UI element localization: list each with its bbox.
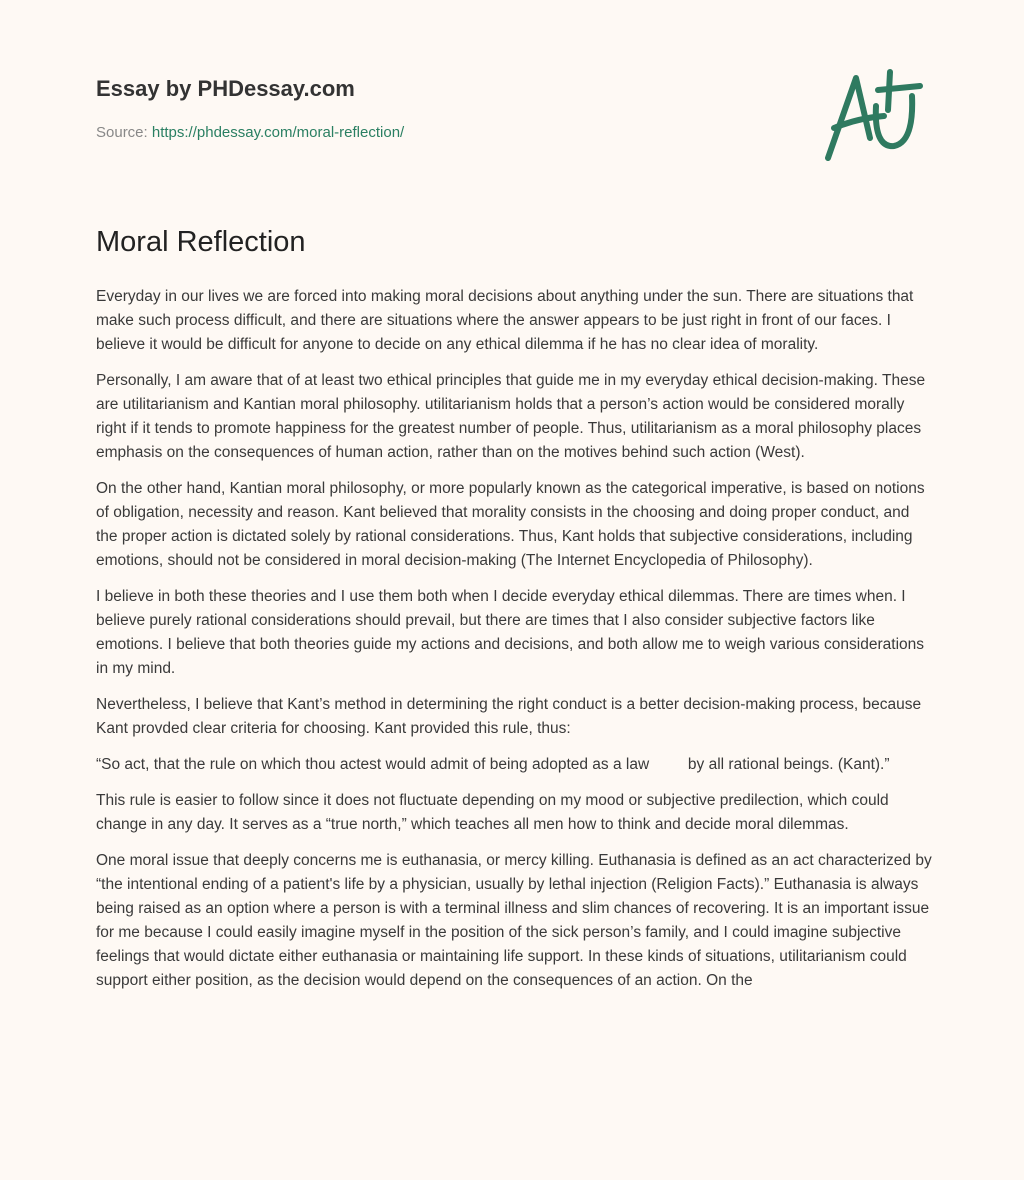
paragraph: One moral issue that deeply concerns me is euthanasia, or mercy killing. Euthanasia is defined as an act characterized by “the intentional ending of a patient's life by a physician, usually by lethal injection (Religion Facts).” Euthanasia is always being raised as an option where a person is with a terminal illness and slim chances of recovering. It is an important issue for me because I could easily imagine myself in the position of the sick person’s family, and I could imagine subjective feelings that would dictate either euthanasia or maintaining life support. In these kinds of situations, utilitarianism could support either position, as the decision would depend on the consequences of an action. On the	[96, 852, 932, 989]
source-label: Source:	[96, 124, 152, 141]
paragraph: On the other hand, Kantian moral philosophy, or more popularly known as the categorical imperative, is based on notions of obligation, necessity and reason. Kant believed that morality consists in the choosing and doing proper conduct, and the proper action is dictated solely by rational considerations. Thus, Kant holds that subjective considerations, including emotions, should not be considered in moral decision-making (The Internet Encyclopedia of Philosophy).	[96, 480, 925, 569]
kant-quote: “So act, that the rule on which thou actest would admit of being adopted as a law by all rational beings. (Kant).”	[96, 756, 890, 773]
paragraph: This rule is easier to follow since it does not fluctuate depending on my mood or subjective predilection, which could change in any day. It serves as a “true north,” which teaches all men how to think and decide moral dilemmas.	[96, 792, 889, 833]
paragraph: I believe in both these theories and I use them both when I decide everyday ethical dilemmas. There are times when. I believe purely rational considerations should prevail, but there are times that I also consider subjective factors like emotions. I believe that both theories guide my actions and decisions, and both allow me to weigh various considerations in my mind.	[96, 588, 925, 677]
paragraph: Personally, I am aware that of at least two ethical principles that guide me in my everyday ethical decision-making. These are utilitarianism and Kantian moral philosophy. utilitarianism holds that a person’s action would be considered morally right if it tends to promote happiness for the greatest number of people. Thus, utilitarianism as a moral philosophy places emphasis on the consequences of human action, rather than on the motives behind such action (West).	[96, 372, 926, 461]
a-plus-logo-icon	[818, 66, 928, 166]
paragraph: Everyday in our lives we are forced into making moral decisions about anything under the sun. There are situations that make such process difficult, and there are situations where the answer appears to be just right in front of our faces. I believe it would be difficult for anyone to decide on any ethical dilemma if he has no clear idea of morality.	[96, 288, 914, 353]
site-brand: Essay by PHDessay.com	[96, 76, 355, 101]
source-line	[96, 124, 404, 141]
page-title: Moral Reflection	[96, 226, 306, 258]
paragraph: Nevertheless, I believe that Kant’s method in determining the right conduct is a better decision-making process, because Kant provded clear criteria for choosing. Kant provided this rule, thus:	[96, 696, 922, 737]
source-link[interactable]: https://phdessay.com/moral-reflection/	[151, 124, 405, 141]
essay-body	[96, 285, 934, 1005]
